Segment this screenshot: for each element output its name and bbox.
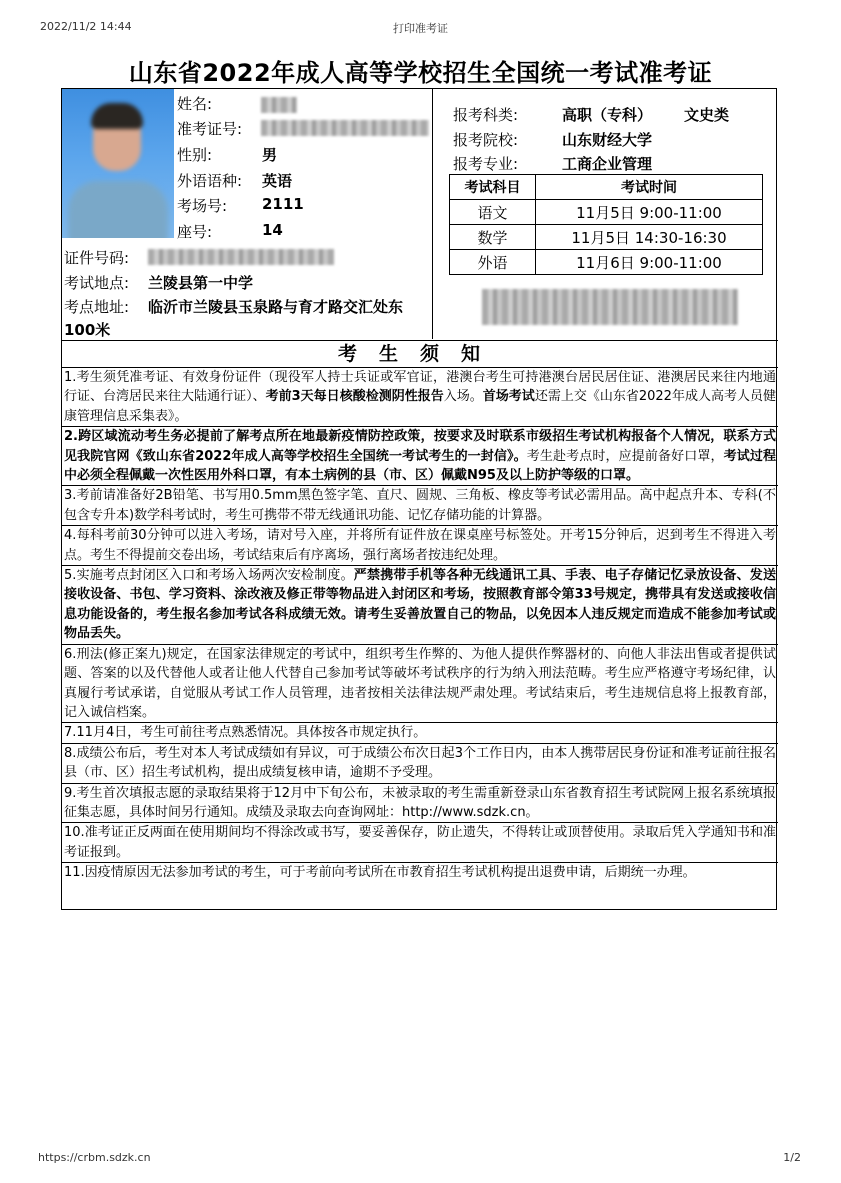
exam-schedule-table — [449, 174, 763, 275]
schedule-header-time: 考试时间 — [536, 175, 763, 200]
column-divider — [432, 89, 433, 339]
table-row — [450, 225, 763, 250]
seat-value: 14 — [262, 221, 283, 239]
ticket-number-redacted — [261, 120, 429, 136]
room-value: 2111 — [262, 195, 304, 213]
room-label: 考场号: — [177, 197, 228, 215]
category-label: 报考科类: — [453, 106, 519, 124]
candidate-info-section — [62, 89, 778, 341]
notice-item: 2.跨区域流动考生务必提前了解考点所在地最新疫情防控政策，按要求及时联系市级招生考试机构报备个人情况，联系方式见我院官网《致山东省2022年成人高等学校招生全国统一考试考生的一封信》。考生赴考点时，应提前备好口罩，考试过程中必须全程佩戴一次性医用外科口罩，有本土病例的县（市、区）佩戴N95及以上防护等级的口罩。 — [62, 426, 778, 485]
language-value: 英语 — [262, 172, 293, 190]
exam-address-label: 考点地址: — [64, 298, 130, 316]
school-label: 报考院校: — [453, 131, 519, 149]
notice-section — [62, 341, 778, 883]
notice-item: 6.刑法(修正案九)规定，在国家法律规定的考试中，组织考生作弊的、为他人提供作弊器材的、向他人非法出售或者提供试题、答案的以及代替他人或者让他人代替自己参加考试等破坏考试秩序的行为纳入刑法范畴。考生应严格遵守考场纪律，认真履行考试承诺，自觉服从考试工作人员管理，违者按相关法律法规严肃处理。考试结束后，考生违规信息将上报教育部，记入诚信档案。 — [62, 644, 778, 723]
schedule-subject: 外语 — [450, 250, 536, 275]
language-label: 外语语种: — [177, 172, 243, 190]
category-value: 高职（专科） — [562, 106, 653, 124]
footer-page-number: 1/2 — [783, 1151, 801, 1164]
notice-item: 5.实施考点封闭区入口和考场入场两次安检制度。严禁携带手机等各种无线通讯工具、手表、电子存储记忆录放设备、发送接收设备、书包、学习资料、涂改液及修正带等物品进入封闭区和考场，按照教育部令第33号规定，携带具有发送或接收信息功能设备的，考生报名参加考试各科成绩无效。请考生妥善放置自己的物品，以免因本人违反规定而造成不能参加考试或物品丢失。 — [62, 565, 778, 644]
school-value: 山东财经大学 — [562, 131, 653, 149]
schedule-subject: 数学 — [450, 225, 536, 250]
notice-item: 1.考生须凭准考证、有效身份证件（现役军人持士兵证或军官证，港澳台考生可持港澳台居民居住证、港澳居民来往内地通行证、台湾居民来往大陆通行证）、考前3天每日核酸检测阴性报告入场。首场考试还需上交《山东省2022年成人高考人员健康管理信息采集表》。 — [62, 367, 778, 426]
table-row — [450, 200, 763, 225]
gender-value: 男 — [262, 146, 278, 164]
notice-title: 考生须知 — [337, 343, 502, 365]
print-header-title: 打印准考证 — [393, 22, 448, 35]
notice-item: 9.考生首次填报志愿的录取结果将于12月中下旬公布，未被录取的考生需重新登录山东省教育招生考试院网上报名系统填报征集志愿，具体时间另行通知。成绩及录取去向查询网址：http://www.sdzk.cn。 — [62, 783, 778, 823]
id-number-redacted — [148, 249, 334, 265]
candidate-photo — [62, 89, 174, 238]
print-datetime: 2022/11/2 14:44 — [40, 20, 132, 33]
ticket-number-label: 准考证号: — [177, 120, 243, 138]
footer-url: https://crbm.sdzk.cn — [38, 1151, 151, 1164]
name-redacted — [261, 97, 297, 113]
notice-item: 11.因疫情原因无法参加考试的考生，可于考前向考试所在市教育招生考试机构提出退费申请，后期统一办理。 — [62, 862, 778, 882]
major-label: 报考专业: — [453, 155, 519, 173]
major-value: 工商企业管理 — [562, 155, 653, 173]
notice-item: 8.成绩公布后，考生对本人考试成绩如有异议，可于成绩公布次日起3个工作日内，由本人携带居民身份证和准考证前往报名县（市、区）招生考试机构，提出成绩复核申请，逾期不予受理。 — [62, 743, 778, 783]
schedule-time: 11月6日 9:00-11:00 — [536, 250, 763, 275]
seat-label: 座号: — [177, 223, 213, 241]
notice-item: 3.考前请准备好2B铅笔、书写用0.5mm黑色签字笔、直尺、圆规、三角板、橡皮等考试必需用品。高中起点升本、专科(不包含专升本)数学科考试时，考生可携带不带无线通讯功能、记忆存储功能的计算器。 — [62, 485, 778, 525]
schedule-time: 11月5日 14:30-16:30 — [536, 225, 763, 250]
exam-site-label: 考试地点: — [64, 274, 130, 292]
notice-item: 7.11月4日，考生可前往考点熟悉情况。具体按各市规定执行。 — [62, 722, 778, 742]
schedule-time: 11月5日 9:00-11:00 — [536, 200, 763, 225]
category-type-value: 文史类 — [684, 106, 730, 124]
id-number-label: 证件号码: — [64, 249, 130, 267]
notice-item: 10.准考证正反两面在使用期间均不得涂改或书写，要妥善保存，防止遗失，不得转让或顶替使用。录取后凭入学通知书和准考证报到。 — [62, 822, 778, 862]
notice-item: 4.每科考前30分钟可以进入考场，请对号入座，并将所有证件放在课桌座号标签处。开考15分钟后，迟到考生不得进入考点。考生不得提前交卷出场，考试结束后有序离场，强行离场者按违纪处理。 — [62, 525, 778, 565]
exam-site-value: 兰陵县第一中学 — [148, 274, 254, 292]
notice-list — [62, 367, 778, 883]
schedule-header-subject: 考试科目 — [450, 175, 536, 200]
table-row — [450, 250, 763, 275]
gender-label: 性别: — [177, 146, 213, 164]
exam-address-value: 临沂市兰陵县玉泉路与育才路交汇处东100米 — [64, 298, 404, 339]
schedule-subject: 语文 — [450, 200, 536, 225]
barcode-redacted — [482, 289, 738, 325]
name-label: 姓名: — [177, 95, 213, 113]
page-title: 山东省2022年成人高等学校招生全国统一考试准考证 — [128, 59, 713, 87]
admission-ticket-card — [61, 88, 777, 910]
